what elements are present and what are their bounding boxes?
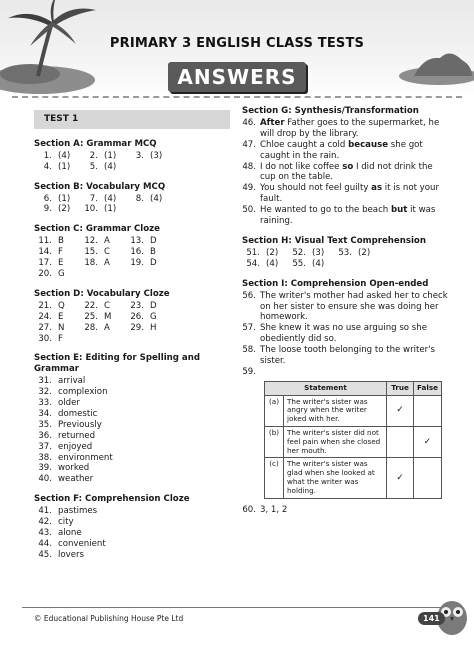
table-row: (a) The writer's sister was angry when the writer joked with her. ✓	[265, 395, 442, 426]
answer-item: 47. Chloe caught a cold because she got caught in the rain.	[242, 139, 423, 161]
answer-item: 34. domestic	[38, 408, 98, 419]
answer-item: 21. Q	[38, 300, 65, 311]
answer-item: 17. E	[38, 258, 64, 269]
answer-item: 23. D	[130, 300, 157, 311]
answer-item: 58. The loose tooth belonging to the writer's sister.	[242, 345, 436, 367]
true-false-table	[264, 381, 442, 499]
answer-item: 39. worked	[38, 463, 90, 474]
answer-item: 7. (4)	[89, 193, 117, 204]
answer-item: 41. pastimes	[38, 506, 98, 517]
answer-item: 19. D	[130, 258, 157, 269]
section-title: Section E: Editing for Spelling and Grammar	[34, 353, 200, 375]
section-a	[34, 139, 230, 173]
left-column	[34, 106, 230, 570]
answer-item: 1. (4)	[43, 150, 71, 161]
footer-divider	[22, 607, 452, 608]
table-row: (b) The writer's sister did not feel pain when she closed her mouth. ✓	[265, 427, 442, 458]
answer-item: 52. (3)	[292, 247, 325, 258]
answer-item: 56. The writer's mother had asked her to check on her sister to ensure she was doing her homework.	[242, 290, 448, 323]
answer-item: 5. (4)	[89, 161, 117, 172]
check-mark	[387, 427, 414, 458]
answer-item: 45. lovers	[38, 549, 85, 560]
answer-item: 54. (4)	[246, 258, 279, 269]
answer-item: 42. city	[38, 517, 74, 528]
section-title: Section F: Comprehension Cloze	[34, 494, 190, 505]
page-number: 141	[418, 612, 445, 625]
answer-item: 59.	[242, 366, 256, 377]
table-row: (c) The writer's sister was glad when she looked at what the writer was holding. ✓	[265, 458, 442, 498]
section-title: Section I: Comprehension Open-ended	[242, 278, 429, 289]
answer-item: 31. arrival	[38, 376, 86, 387]
section-title: Section C: Grammar Cloze	[34, 224, 160, 235]
answer-item: 16. B	[130, 247, 156, 258]
answer-item: 14. F	[38, 247, 63, 258]
section-h	[242, 236, 448, 270]
section-title: Section B: Vocabulary MCQ	[34, 181, 166, 192]
answer-item: 40. weather	[38, 474, 94, 485]
answer-item: 50. He wanted to go to the beach but it was raining.	[242, 205, 436, 227]
answer-item: 33. older	[38, 398, 80, 409]
answer-item: 49. You should not feel guilty as it is not your fault.	[242, 183, 440, 205]
check-mark	[414, 458, 442, 498]
answer-item: 27. N	[38, 322, 65, 333]
check-mark: ✓	[387, 458, 414, 498]
section-c	[34, 224, 230, 280]
series-title: PRIMARY 3 ENGLISH CLASS TESTS	[109, 36, 365, 51]
check-mark: ✓	[387, 395, 414, 426]
answer-item: 28. A	[84, 322, 110, 333]
section-title: Section D: Vocabulary Cloze	[34, 288, 170, 299]
answer-item: 8. (4)	[135, 193, 163, 204]
answer-item: 29. H	[130, 322, 157, 333]
section-title: Section H: Visual Text Comprehension	[242, 235, 426, 246]
answer-item: 9. (2)	[43, 204, 71, 215]
answer-item: 32. complexion	[38, 387, 108, 398]
answer-item: 51. (2)	[246, 247, 279, 258]
answer-item: 11. B	[38, 236, 64, 247]
answer-item: 53. (2)	[338, 247, 371, 258]
answer-item: 38. environment	[38, 452, 113, 463]
answer-item: 55. (4)	[292, 258, 325, 269]
answer-item: 4. (1)	[43, 161, 71, 172]
answer-item: 46. After Father goes to the supermarket, he will drop by the library.	[242, 117, 440, 139]
answer-item: 13. D	[130, 236, 157, 247]
answer-item: 22. C	[84, 300, 111, 311]
section-f	[34, 494, 230, 560]
header-divider	[12, 96, 462, 98]
answers-heading: ANSWERS	[168, 62, 305, 92]
answer-item: 15. C	[84, 247, 111, 258]
answer-item: 3. (3)	[135, 150, 163, 161]
answer-item: 60. 3, 1, 2	[242, 504, 288, 515]
section-title: Section A: Grammar MCQ	[34, 138, 157, 149]
answer-item: 30. F	[38, 333, 63, 344]
section-g	[242, 106, 448, 227]
answer-item: 37. enjoyed	[38, 441, 93, 452]
test-label: TEST 1	[34, 110, 230, 129]
table-header: True	[387, 381, 414, 395]
answer-item: 6. (1)	[43, 193, 71, 204]
answer-item: 10. (1)	[84, 204, 117, 215]
table-header: False	[414, 381, 442, 395]
section-i	[242, 279, 448, 516]
copyright: © Educational Publishing House Pte Ltd	[34, 614, 184, 623]
table-header: Statement	[265, 381, 387, 395]
answer-item: 57. She knew it was no use arguing so she obediently did so.	[242, 323, 428, 345]
answer-item: 35. Previously	[38, 419, 102, 430]
check-mark: ✓	[414, 427, 442, 458]
section-title: Section G: Synthesis/Transformation	[242, 106, 419, 116]
answer-item: 48. I do not like coffee so I did not drink the cup on the table.	[242, 161, 433, 183]
answer-item: 25. M	[84, 311, 112, 322]
answer-item: 24. E	[38, 311, 64, 322]
section-d	[34, 289, 230, 345]
check-mark	[414, 395, 442, 426]
section-e	[34, 353, 230, 485]
answer-item: 44. convenient	[38, 538, 106, 549]
answer-item: 20. G	[38, 268, 65, 279]
answers-banner	[0, 62, 474, 92]
answer-item: 26. G	[130, 311, 157, 322]
answer-item: 36. returned	[38, 430, 96, 441]
answer-item: 18. A	[84, 258, 110, 269]
right-column	[242, 106, 448, 525]
answer-item: 2. (1)	[89, 150, 117, 161]
section-b	[34, 182, 230, 216]
answer-item: 12. A	[84, 236, 110, 247]
answer-item: 43. alone	[38, 528, 82, 538]
